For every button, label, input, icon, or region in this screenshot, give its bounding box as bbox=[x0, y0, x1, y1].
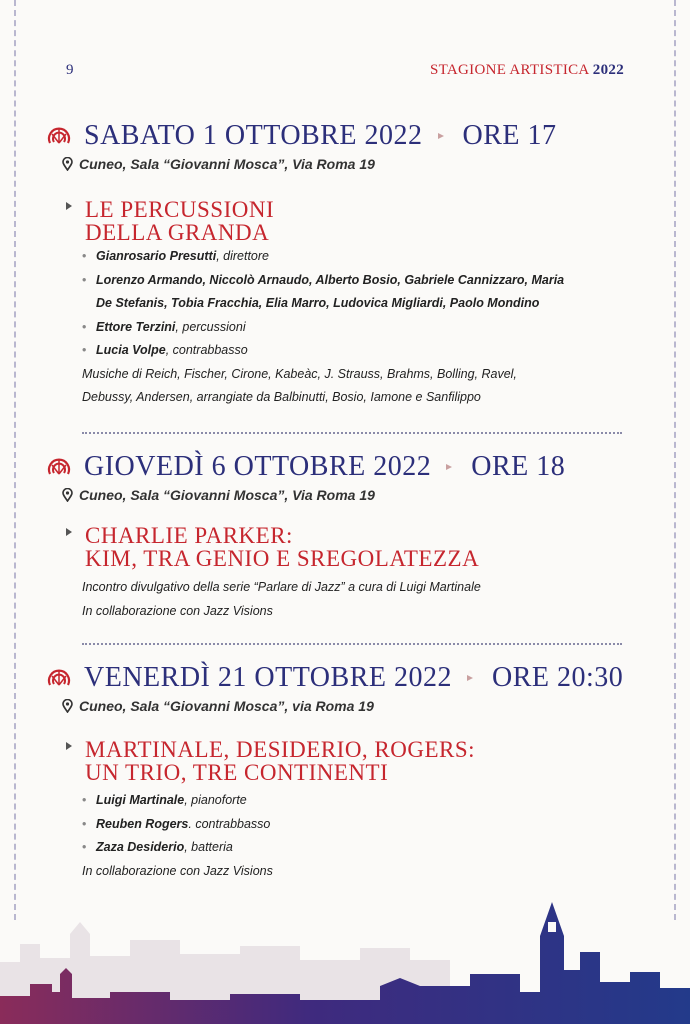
event-1-heading bbox=[46, 120, 557, 152]
event-1-time: ORE 17 bbox=[462, 120, 557, 151]
right-dashed-border bbox=[674, 0, 676, 920]
section-divider bbox=[82, 643, 622, 645]
season-title bbox=[430, 62, 624, 79]
city-skyline-illustration bbox=[0, 874, 690, 1024]
event-3-performers bbox=[82, 789, 612, 883]
event-2-notes bbox=[82, 576, 612, 623]
page-number: 9 bbox=[66, 62, 74, 78]
sun-fan-icon bbox=[46, 123, 72, 149]
section-divider bbox=[82, 432, 622, 434]
performer-line: De Stefanis, Tobia Fracchia, Elia Marro, Ludovica Migliardi, Paolo Mondino bbox=[96, 296, 540, 310]
event-3-heading bbox=[46, 662, 623, 694]
program-note: Debussy, Andersen, arrangiate da Balbinutti, Bosio, Iamone e Sanfilippo bbox=[82, 390, 481, 404]
event-1-title-line-1: LE PERCUSSIONI bbox=[85, 197, 275, 222]
performer-line: • Luigi Martinale, pianoforte bbox=[82, 793, 247, 807]
map-pin-icon bbox=[62, 488, 73, 502]
event-2-title bbox=[66, 524, 479, 570]
event-2-heading bbox=[46, 451, 565, 483]
event-1-title-line-2: DELLA GRANDA bbox=[85, 220, 270, 245]
season-year: 2022 bbox=[592, 62, 624, 78]
performer-line: • Ettore Terzini, percussioni bbox=[82, 319, 246, 334]
event-1-performers bbox=[82, 245, 612, 410]
performer-line: • Lucia Volpe, contrabbasso bbox=[82, 343, 248, 357]
sun-fan-icon bbox=[46, 454, 72, 480]
event-2-location-text: Cuneo, Sala “Giovanni Mosca”, Via Roma 19 bbox=[79, 487, 375, 503]
event-3-title bbox=[66, 738, 475, 784]
event-1-location bbox=[62, 156, 375, 172]
event-3-time: ORE 20:30 bbox=[491, 662, 624, 693]
event-2-date: GIOVEDÌ 6 OTTOBRE 2022 bbox=[84, 451, 432, 482]
event-3-title-line-2: UN TRIO, TRE CONTINENTI bbox=[85, 760, 389, 785]
performer-line: • Zaza Desiderio, batteria bbox=[82, 840, 233, 854]
triangle-arrow-icon bbox=[66, 528, 72, 536]
event-1-date: SABATO 1 OTTOBRE 2022 bbox=[84, 120, 423, 151]
triangle-arrow-icon bbox=[66, 742, 72, 750]
event-2-time: ORE 18 bbox=[471, 451, 566, 482]
map-pin-icon bbox=[62, 157, 73, 171]
performer-line: • Reuben Rogers. contrabbasso bbox=[82, 816, 271, 831]
performer-line: • Lorenzo Armando, Niccolò Arnaudo, Alberto Bosio, Gabriele Cannizzaro, Maria bbox=[82, 272, 565, 287]
program-note: In collaborazione con Jazz Visions bbox=[82, 863, 273, 878]
event-2-title-line-2: KIM, TRA GENIO E SREGOLATEZZA bbox=[85, 546, 480, 571]
triangle-arrow-icon bbox=[445, 463, 453, 471]
event-2-title-line-1: CHARLIE PARKER: bbox=[85, 523, 293, 548]
sun-fan-icon bbox=[46, 665, 72, 691]
program-note: Musiche di Reich, Fischer, Cirone, Kabeàc, J. Strauss, Brahms, Bolling, Ravel, bbox=[82, 366, 517, 381]
event-1-title bbox=[66, 198, 274, 244]
event-3-title-line-1: MARTINALE, DESIDERIO, ROGERS: bbox=[85, 737, 476, 762]
event-2-location bbox=[62, 487, 375, 503]
event-3-date: VENERDÌ 21 OTTOBRE 2022 bbox=[84, 662, 452, 693]
season-title-text: STAGIONE ARTISTICA bbox=[430, 62, 589, 78]
triangle-arrow-icon bbox=[66, 202, 72, 210]
left-dashed-border bbox=[14, 0, 16, 920]
map-pin-icon bbox=[62, 699, 73, 713]
program-note: Incontro divulgativo della serie “Parlare di Jazz” a cura di Luigi Martinale bbox=[82, 580, 481, 594]
event-3-location bbox=[62, 698, 374, 714]
triangle-arrow-icon bbox=[437, 132, 445, 140]
event-1-location-text: Cuneo, Sala “Giovanni Mosca”, Via Roma 19 bbox=[79, 156, 375, 172]
program-note: In collaborazione con Jazz Visions bbox=[82, 603, 273, 618]
event-3-location-text: Cuneo, Sala “Giovanni Mosca”, via Roma 19 bbox=[79, 698, 374, 714]
triangle-arrow-icon bbox=[466, 674, 474, 682]
performer-line: • Gianrosario Presutti, direttore bbox=[82, 249, 269, 263]
